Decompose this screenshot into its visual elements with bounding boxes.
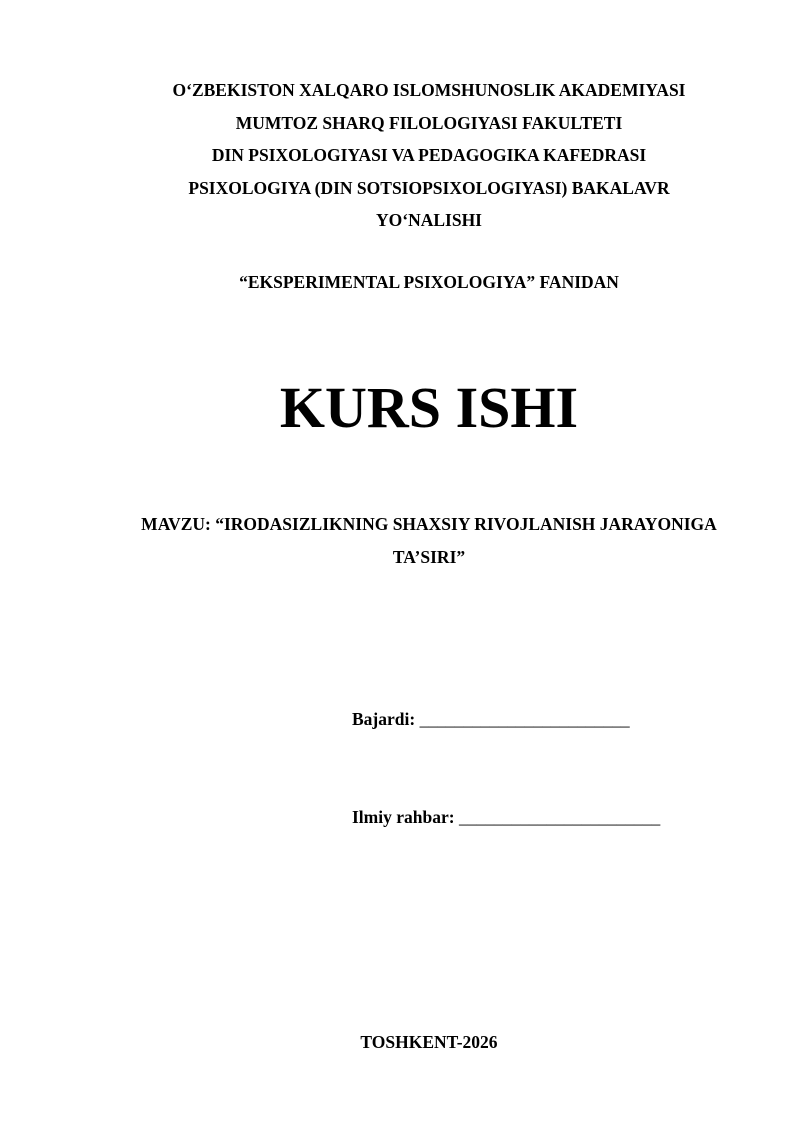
institution-header (0, 74, 800, 237)
header-program-name: PSIXOLOGIYA (DIN SOTSIOPSIXOLOGIYASI) BAKALAVR (188, 177, 670, 198)
supervisor-blank: _______________________ (458, 807, 661, 827)
topic-line-2: TA’SIRI” (392, 546, 466, 567)
topic-block (0, 508, 800, 573)
header-program-direction: YO‘NALISHI (376, 210, 482, 230)
header-department-name: DIN PSIXOLOGIYASI VA PEDAGOGIKA KAFEDRASI (211, 145, 647, 165)
document-title: KURS ISHI (279, 375, 579, 440)
city-year: TOSHKENT-2026 (360, 1032, 498, 1052)
performed-by-label: Bajardi: (352, 709, 416, 729)
performed-by-field (352, 706, 630, 732)
course-subject: “EKSPERIMENTAL PSIXOLOGIYA” FANIDAN (239, 272, 619, 292)
header-academy-name: O‘ZBEKISTON XALQARO ISLOMSHUNOSLIK AKADEMIYASI (172, 80, 686, 100)
performed-by-blank: ________________________ (419, 709, 630, 729)
header-faculty-name: MUMTOZ SHARQ FILOLOGIYASI FAKULTETI (235, 112, 623, 133)
supervisor-field (352, 804, 660, 830)
supervisor-label: Ilmiy rahbar: (352, 807, 455, 827)
topic-line-1: MAVZU: “IRODASIZLIKNING SHAXSIY RIVOJLANISH JARAYONIGA (141, 514, 717, 534)
